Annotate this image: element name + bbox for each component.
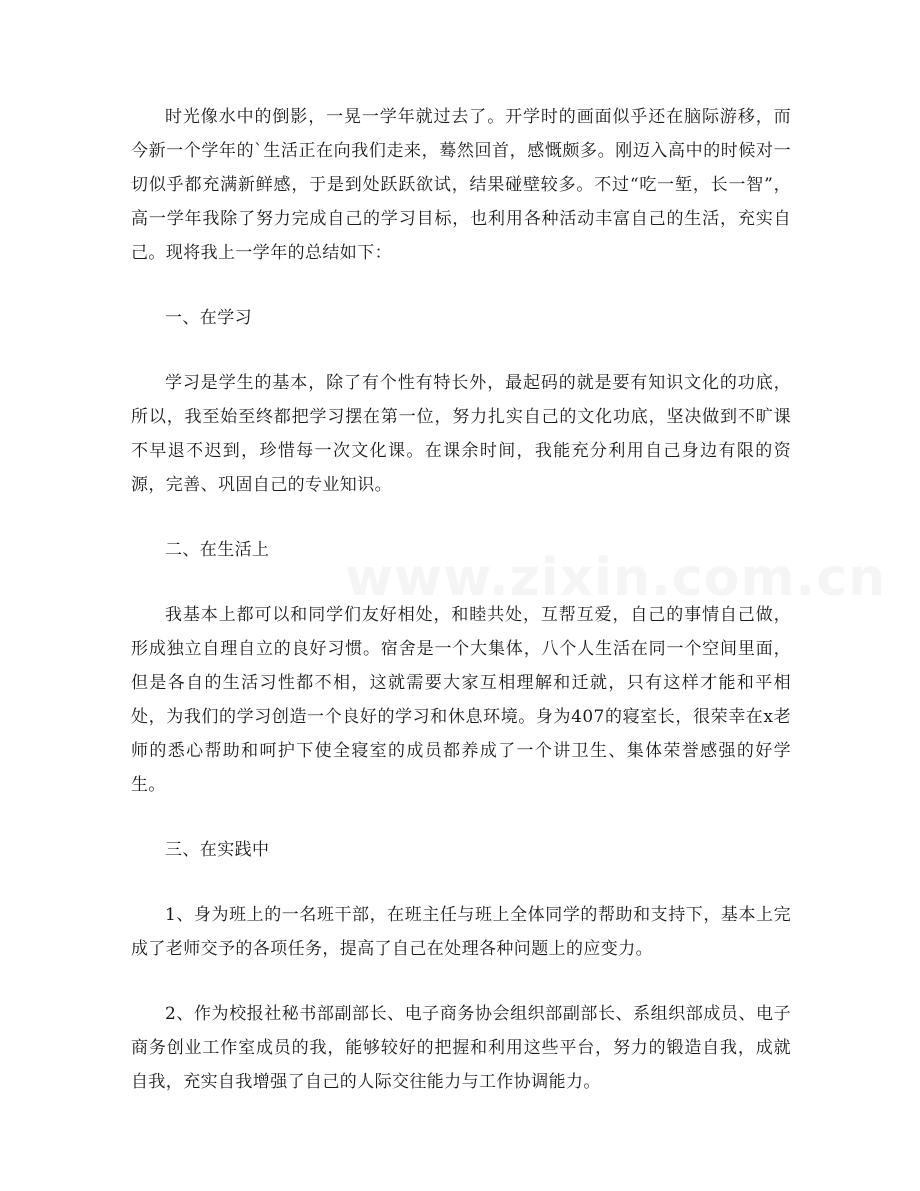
section-heading-life: 二、在生活上	[165, 540, 270, 560]
study-paragraph: 学习是学生的基本，除了有个性有特长外，最起码的就是要有知识文化的功底，所以，我至始至终都把学习摆在第一位，努力扎实自己的文化功底，坚决做到不旷课不早退不迟到，珍惜每一次文化课。在课余时间，我能充分利用自己身边有限的资源，完善、巩固自己的专业知识。	[131, 373, 791, 495]
practice-paragraph-2: 2、作为校报社秘书部副部长、电子商务协会组织部副部长、系组织部成员、电子商务创业工作室成员的我，能够较好的把握和利用这些平台，努力的锻造自我，成就自我，充实自我增强了自己的人际交往能力与工作协调能力。	[131, 1004, 791, 1092]
section-heading-practice: 三、在实践中	[165, 840, 270, 860]
watermark: www.zixin.com.cn	[345, 548, 887, 608]
section-heading-study: 一、在学习	[165, 308, 252, 328]
practice-paragraph-1: 1、身为班上的一名班干部，在班主任与班上全体同学的帮助和支持下，基本上完成了老师交予的各项任务，提高了自己在处理各种问题上的应变力。	[131, 905, 791, 959]
life-paragraph: 我基本上都可以和同学们友好相处，和睦共处，互帮互爱，自己的事情自己做，形成独立自理自立的良好习惯。宿舍是一个大集体，八个人生活在同一个空间里面，但是各自的生活习性都不相，这就需要大家互相理解和迁就，只有这样才能和平相处，为我们的学习创造一个良好的学习和休息环境。身为407的寝室长，很荣幸在x老师的悉心帮助和呵护下使全寝室的成员都养成了一个讲卫生、集体荣誉感强的好学生。	[131, 605, 791, 795]
intro-paragraph: 时光像水中的倒影，一晃一学年就过去了。开学时的画面似乎还在脑际游移，而今新一个学年的`生活正在向我们走来，蓦然回首，感慨颇多。刚迈入高中的时候对一切似乎都充满新鲜感，于是到处跃跃欲试，结果碰壁较多。不过“吃一堑，长一智”，高一学年我除了努力完成自己的学习目标，也利用各种活动丰富自己的生活，充实自己。现将我上一学年的总结如下：	[131, 107, 791, 263]
document-body	[131, 100, 791, 1130]
